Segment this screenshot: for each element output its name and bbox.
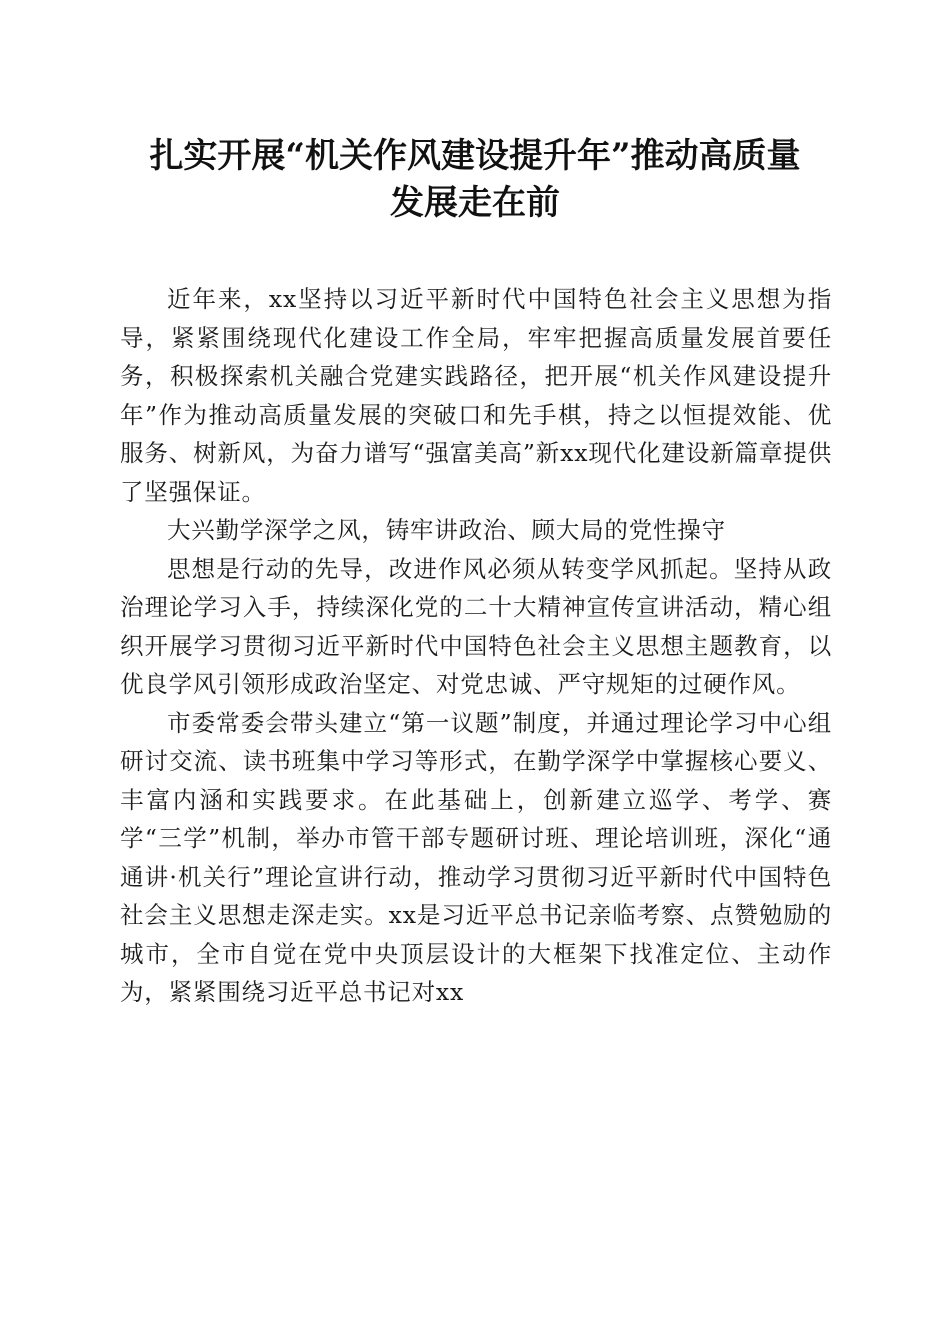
- section-heading: 大兴勤学深学之风，铸牢讲政治、顾大局的党性操守: [167, 516, 726, 544]
- paragraph: 思想是行动的先导，改进作风必须从转变学风抓起。坚持从政治理论学习入手，持续深化党的二十大精神宣传宣讲活动，精心组织开展学习贯彻习近平新时代中国特色社会主义思想主题教育，以优良学风引领形成政治坚定、对党忠诚、严守规矩的过硬作风。: [120, 554, 832, 698]
- title-line-1: 扎实开展“机关作风建设提升年”推动高质量: [149, 136, 801, 176]
- paragraph: 市委常委会带头建立“第一议题”制度，并通过理论学习中心组研讨交流、读书班集中学习等形式，在勤学深学中掌握核心要义、丰富内涵和实践要求。在此基础上，创新建立巡学、考学、赛学“三学”机制，举办市管干部专题研讨班、理论培训班，深化“通通讲·机关行”理论宣讲行动，推动学习贯彻习近平新时代中国特色社会主义思想走深走实。xx是习近平总书记亲临考察、点赞勉励的城市，全市自觉在党中央顶层设计的大框架下找准定位、主动作为，紧紧围绕习近平总书记对xx: [120, 708, 832, 1006]
- document-body: [120, 280, 832, 1012]
- document-title: [100, 133, 850, 227]
- paragraph-intro: 近年来，xx坚持以习近平新时代中国特色社会主义思想为指导，紧紧围绕现代化建设工作全局，牢牢把握高质量发展首要任务，积极探索机关融合党建实践路径，把开展“机关作风建设提升年”作为推动高质量发展的突破口和先手棋，持之以恒提效能、优服务、树新风，为奋力谱写“强富美高”新xx现代化建设新篇章提供了坚强保证。: [120, 285, 832, 506]
- title-line-2: 发展走在前: [390, 183, 560, 223]
